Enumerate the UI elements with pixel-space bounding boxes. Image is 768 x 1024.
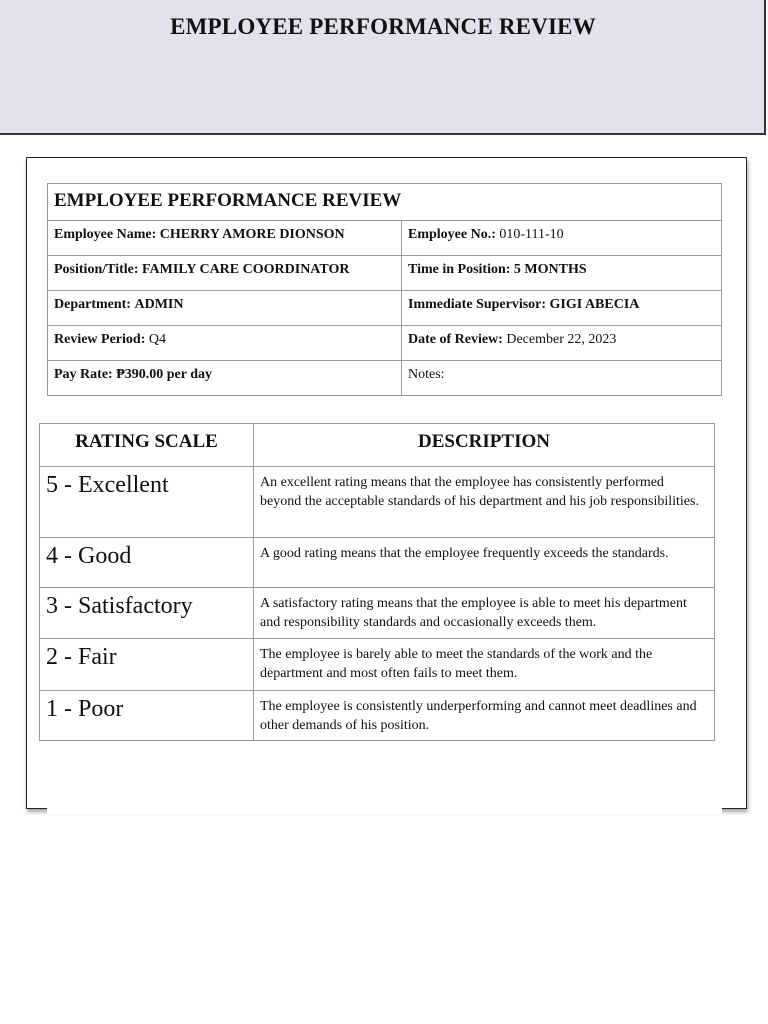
table-row: [40, 639, 715, 691]
rating-scale-table: [39, 423, 715, 741]
table-row: [48, 256, 722, 291]
employee-no-value: 010-111-10: [499, 227, 564, 242]
rating-scale-cell: 1 - Poor: [40, 691, 254, 741]
time-in-position-cell: [402, 256, 722, 291]
rating-scale-header: RATING SCALE: [40, 424, 254, 467]
position-cell: [48, 256, 402, 291]
employee-info-table: [47, 183, 722, 396]
info-table-title: EMPLOYEE PERFORMANCE REVIEW: [48, 184, 722, 221]
table-header-row: [40, 424, 715, 467]
review-period-label: Review Period:: [54, 332, 146, 347]
supervisor-label: Immediate Supervisor:: [408, 297, 547, 312]
page-title: EMPLOYEE PERFORMANCE REVIEW: [170, 14, 596, 39]
rating-description-cell: An excellent rating means that the employee has consistently performed beyond the acceptable standards of his department and his job responsibilities.: [254, 467, 715, 538]
rating-description-cell: A satisfactory rating means that the employee is able to meet his department and responsibility standards and occasionally exceeds them.: [254, 588, 715, 639]
department-label: Department:: [54, 297, 131, 312]
position-label: Position/Title:: [54, 262, 139, 277]
rating-scale-cell: 3 - Satisfactory: [40, 588, 254, 639]
date-of-review-cell: [402, 326, 722, 361]
employee-name-value: CHERRY AMORE DIONSON: [159, 227, 345, 242]
employee-name-cell: [48, 221, 402, 256]
employee-name-label: Employee Name:: [54, 227, 157, 242]
review-period-value: Q4: [148, 332, 166, 347]
pay-rate-label: Pay Rate:: [54, 367, 113, 382]
position-value: FAMILY CARE COORDINATOR: [142, 262, 350, 277]
supervisor-cell: [402, 291, 722, 326]
pay-rate-cell: [48, 361, 402, 396]
table-row: [40, 467, 715, 538]
table-row: [40, 691, 715, 741]
time-in-position-label: Time in Position:: [408, 262, 511, 277]
table-row: [48, 361, 722, 396]
rating-description-cell: The employee is barely able to meet the standards of the work and the department and most often fails to meet them.: [254, 639, 715, 691]
table-row: [40, 538, 715, 588]
employee-no-label: Employee No.:: [408, 227, 496, 242]
table-row: [48, 291, 722, 326]
department-value: ADMIN: [134, 297, 184, 312]
pay-rate-value: ₱390.00 per day: [116, 367, 213, 382]
time-in-position-value: 5 MONTHS: [513, 262, 587, 277]
employee-no-cell: [402, 221, 722, 256]
department-cell: [48, 291, 402, 326]
rating-scale-cell: 4 - Good: [40, 538, 254, 588]
review-period-cell: [48, 326, 402, 361]
date-of-review-value: December 22, 2023: [506, 332, 617, 347]
description-header: DESCRIPTION: [254, 424, 715, 467]
table-row: [48, 326, 722, 361]
supervisor-value: GIGI ABECIA: [549, 297, 640, 312]
table-row: [40, 588, 715, 639]
table-row: [48, 221, 722, 256]
date-of-review-label: Date of Review:: [408, 332, 503, 347]
table-row: [48, 184, 722, 221]
rating-description-cell: The employee is consistently underperforming and cannot meet deadlines and other demands of his position.: [254, 691, 715, 741]
notes-cell: [402, 361, 722, 396]
notes-label: Notes:: [408, 367, 445, 382]
header-banner: [0, 0, 766, 135]
rating-scale-cell: 2 - Fair: [40, 639, 254, 691]
rating-scale-cell: 5 - Excellent: [40, 467, 254, 538]
rating-description-cell: A good rating means that the employee frequently exceeds the standards.: [254, 538, 715, 588]
